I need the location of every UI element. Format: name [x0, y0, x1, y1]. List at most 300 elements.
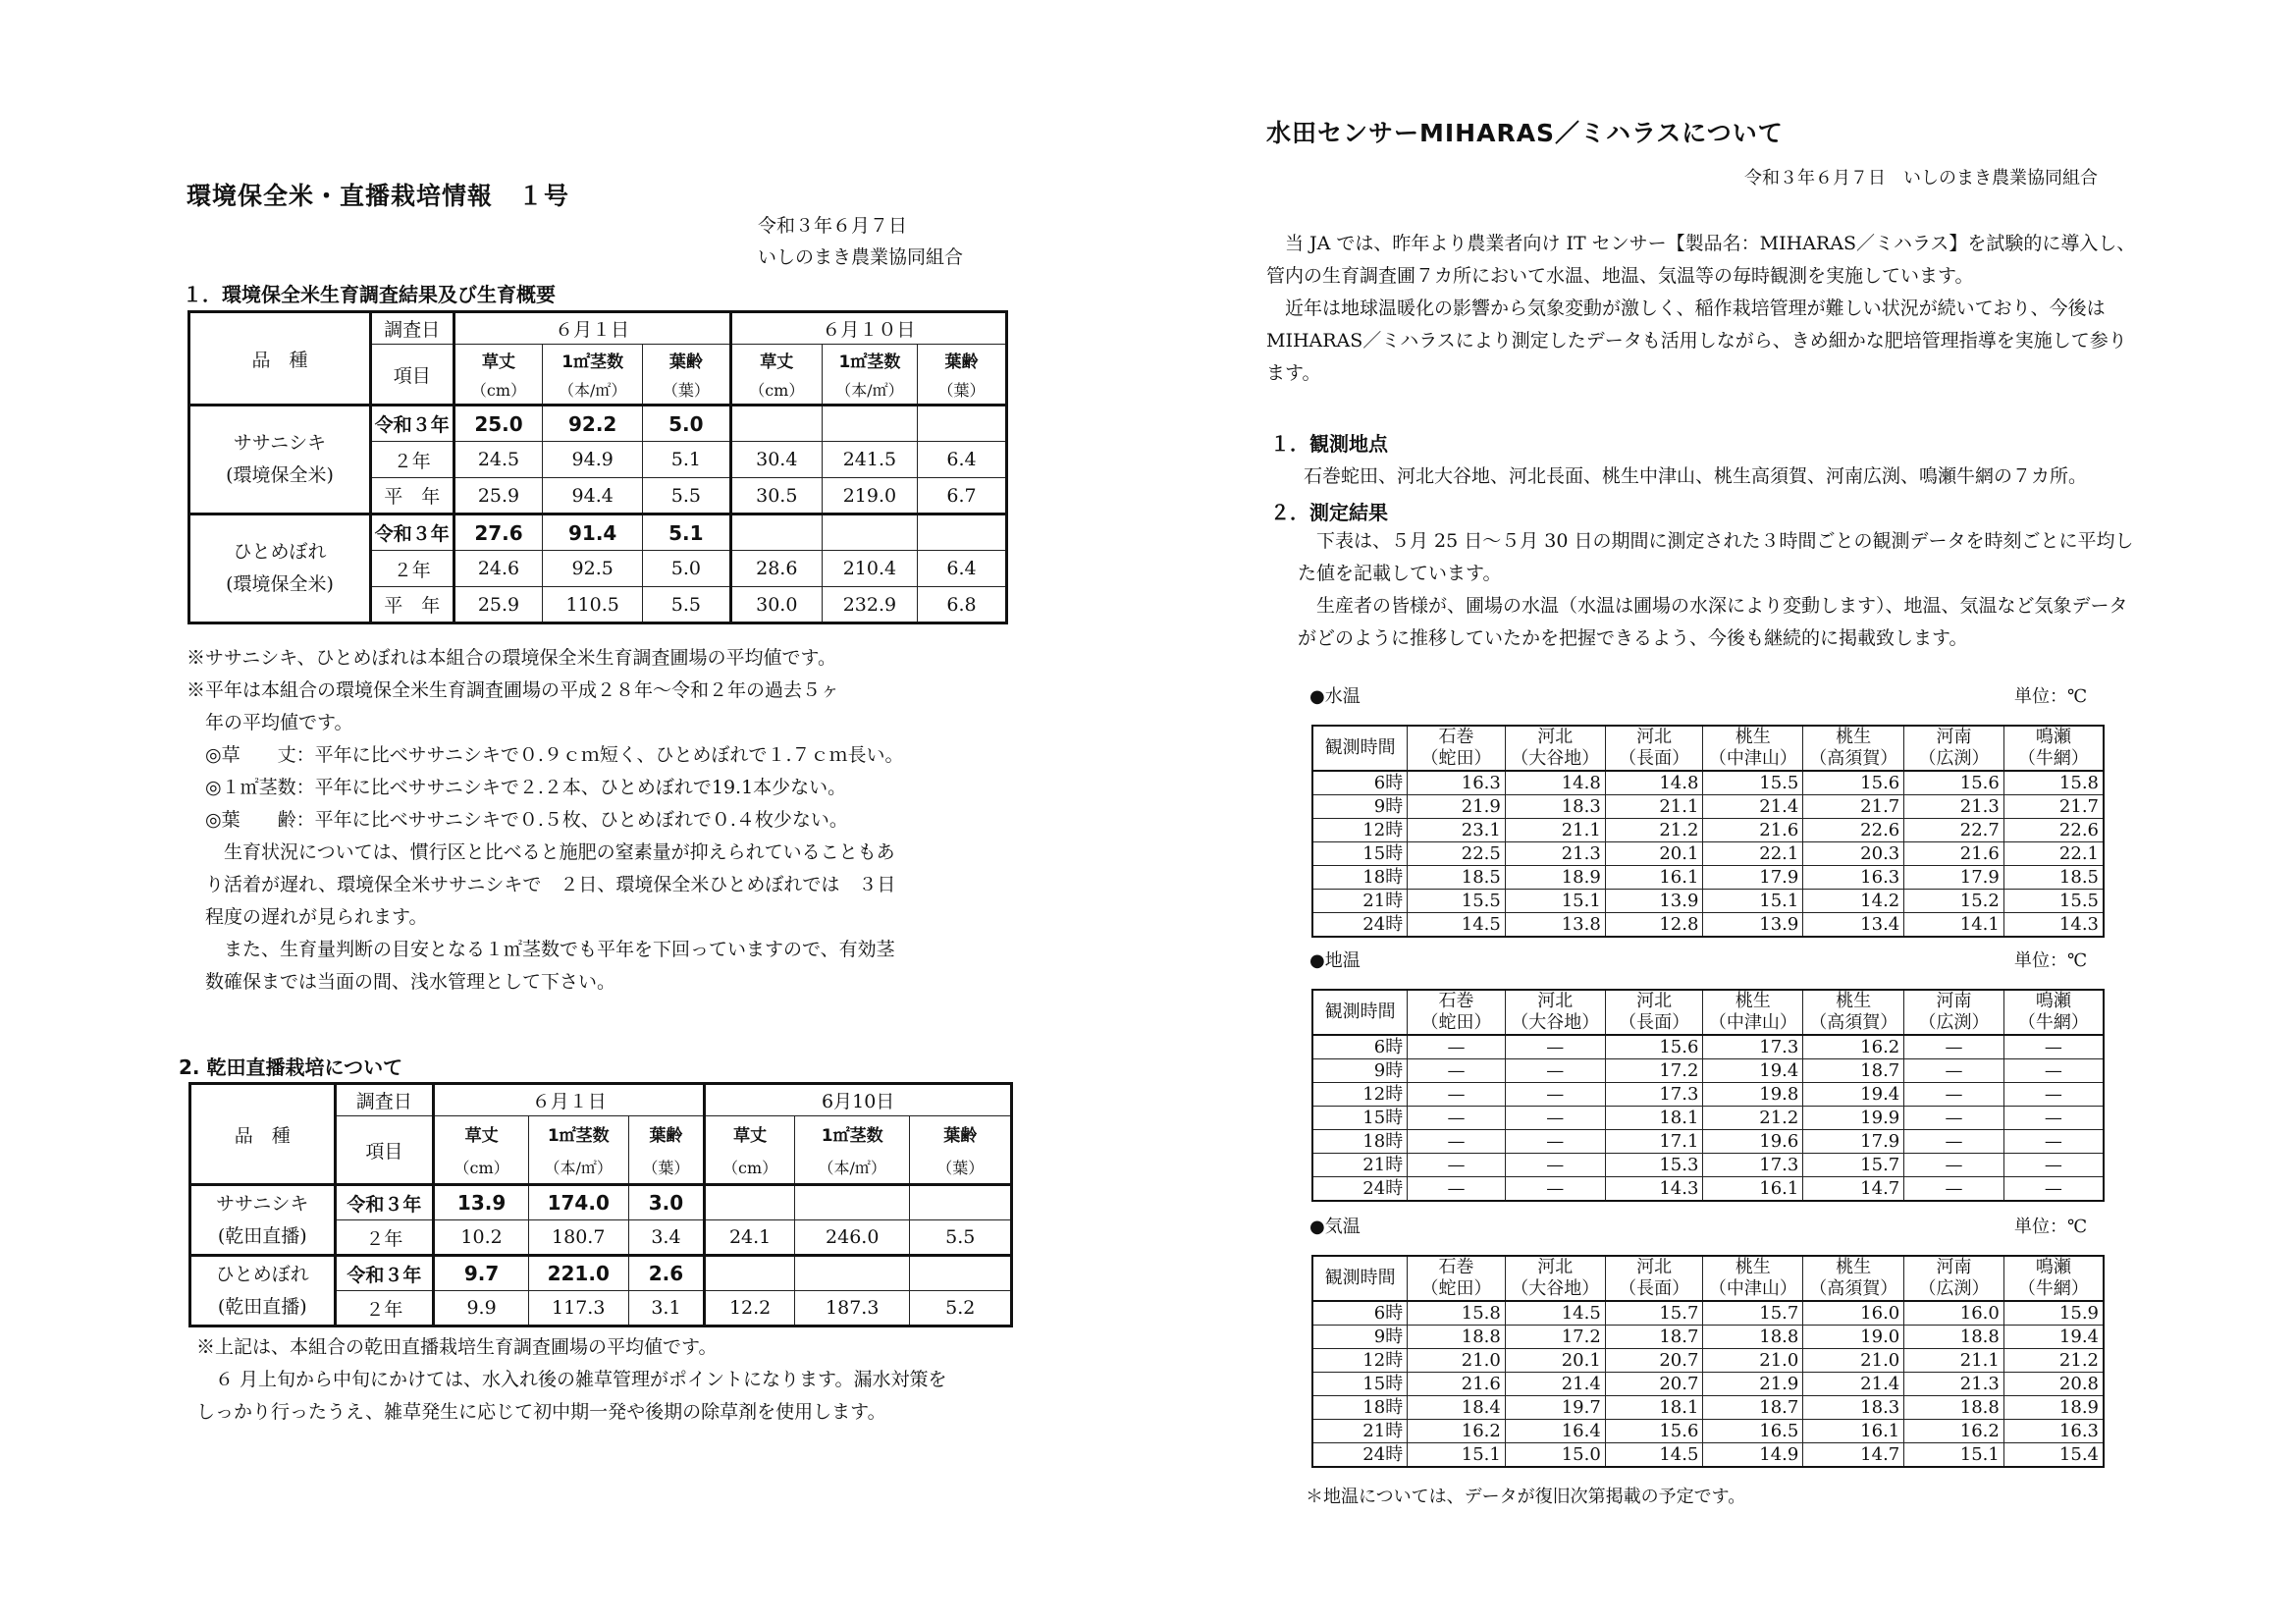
col-soujou: 草丈 — [434, 1116, 529, 1151]
variety-name — [190, 1185, 336, 1256]
value-cell: 6.7 — [918, 478, 1007, 514]
obs-value: 19.7 — [1505, 1396, 1605, 1420]
obs-value: — — [1904, 1177, 2004, 1202]
site-sub: （高須賀） — [1809, 1012, 1898, 1033]
value-cell: 5.5 — [642, 587, 730, 623]
unit-cm: （cm） — [434, 1151, 529, 1185]
site-name: 桃生 — [1735, 1257, 1771, 1277]
obs-value: 15.1 — [1505, 890, 1605, 913]
site-name: 河南 — [1936, 1257, 1972, 1277]
obs-value: 19.4 — [2003, 1326, 2104, 1349]
time-cell: 9時 — [1312, 1059, 1408, 1083]
time-cell: 9時 — [1312, 1326, 1408, 1349]
unit-hon: （本/㎡） — [822, 376, 917, 406]
obs-value: 14.1 — [1904, 913, 2004, 938]
site-sub: （中津山） — [1708, 748, 1797, 769]
date2-header: ６月１０日 — [730, 312, 1006, 345]
time-cell: 6時 — [1312, 1301, 1408, 1326]
value-cell — [918, 514, 1007, 551]
obs-value: 18.3 — [1505, 795, 1605, 819]
intro-line: 近年は地球温暖化の影響から気象変動が激しく、稲作栽培管理が難しい状況が続いており、今後は — [1266, 298, 2106, 319]
value-cell — [794, 1256, 910, 1291]
obs-value: 18.7 — [1803, 1059, 1904, 1083]
obs-value: — — [1408, 1107, 1506, 1130]
site-header — [2003, 1256, 2104, 1301]
obs-value: 21.3 — [1904, 795, 2004, 819]
col-soujou: 草丈 — [730, 345, 822, 376]
site-header — [1904, 990, 2004, 1035]
value-cell — [705, 1185, 795, 1220]
value-cell: 25.0 — [454, 406, 543, 442]
obs-value: 21.2 — [1703, 1107, 1803, 1130]
site-sub: （中津山） — [1708, 1278, 1797, 1299]
note-line: 生育状況については、慣行区と比べると施肥の窒素量が抑えられていることもあ — [187, 841, 895, 863]
site-header — [1605, 1256, 1703, 1301]
note-line: ※平年は本組合の環境保全米生育調査圃場の平成２８年～令和２年の過去５ヶ — [187, 679, 840, 701]
obs-value: 16.2 — [1904, 1420, 2004, 1443]
value-cell: 232.9 — [822, 587, 917, 623]
value-cell: 5.2 — [910, 1291, 1012, 1326]
obs-unit: 単位：℃ — [2014, 950, 2088, 971]
note-line: ◎葉 齢：平年に比べササニシキで０.５枚、ひとめぼれで０.４枚少ない。 — [187, 809, 848, 831]
site-sub: （広渕） — [1918, 1278, 1990, 1299]
obs-value: 20.1 — [1605, 842, 1703, 866]
site-header — [1703, 1256, 1803, 1301]
value-cell: 246.0 — [794, 1220, 910, 1256]
site-name: 石巻 — [1438, 991, 1474, 1011]
obs-value: — — [2003, 1059, 2104, 1083]
site-sub: （広渕） — [1918, 748, 1990, 769]
obs-value: 22.6 — [1803, 819, 1904, 842]
col-yourei: 葉齢 — [910, 1116, 1012, 1151]
date2-header: 6月10日 — [705, 1084, 1012, 1116]
value-cell: 180.7 — [528, 1220, 628, 1256]
value-cell: 28.6 — [730, 551, 822, 587]
value-cell: 5.5 — [910, 1220, 1012, 1256]
obs-value: — — [1408, 1154, 1506, 1177]
obs-value: 15.7 — [1605, 1301, 1703, 1326]
obs-value: — — [1904, 1154, 2004, 1177]
time-cell: 21時 — [1312, 1420, 1408, 1443]
value-cell — [910, 1256, 1012, 1291]
value-cell — [730, 514, 822, 551]
obs-unit: 単位：℃ — [2014, 1217, 2088, 1237]
obs-value: 18.3 — [1803, 1396, 1904, 1420]
obs-value: 19.8 — [1703, 1083, 1803, 1107]
obs-value: 21.4 — [1505, 1373, 1605, 1396]
obs-value: 18.5 — [1408, 866, 1506, 890]
obs-value: 13.9 — [1605, 890, 1703, 913]
site-sub: （広渕） — [1918, 1012, 1990, 1033]
value-cell: 24.6 — [454, 551, 543, 587]
unit-hon: （本/㎡） — [794, 1151, 910, 1185]
site-name: 河南 — [1936, 727, 1972, 747]
result-line: がどのように推移していたかを把握できるよう、今後も継続的に掲載致します。 — [1298, 627, 1968, 649]
site-name: 桃生 — [1836, 727, 1872, 747]
obs-table — [1311, 725, 2105, 938]
site-name: 河北 — [1636, 727, 1673, 747]
time-cell: 12時 — [1312, 1083, 1408, 1107]
left-title: 環境保全米・直播栽培情報 １号 — [187, 182, 570, 210]
value-cell: 13.9 — [434, 1185, 529, 1220]
year-cell: 平 年 — [370, 587, 454, 623]
obs-value: — — [1904, 1035, 2004, 1059]
obs-value: — — [2003, 1035, 2104, 1059]
site-header — [1605, 990, 1703, 1035]
points-text: 石巻蛇田、河北大谷地、河北長面、桃生中津山、桃生高須賀、河南広渕、鳴瀬牛網の７カ所。 — [1304, 465, 2088, 487]
obs-value: 15.1 — [1703, 890, 1803, 913]
obs-value: 22.1 — [2003, 842, 2104, 866]
obs-value: 21.9 — [1408, 795, 1506, 819]
value-cell: 221.0 — [528, 1256, 628, 1291]
site-sub: （大谷地） — [1511, 1012, 1600, 1033]
site-name: 河北 — [1537, 727, 1574, 747]
obs-value: 18.8 — [1904, 1326, 2004, 1349]
value-cell: 6.4 — [918, 442, 1007, 478]
note-line: 程度の遅れが見られます。 — [187, 906, 428, 928]
obs-value: 14.9 — [1703, 1443, 1803, 1468]
value-cell — [730, 406, 822, 442]
obs-value: 21.0 — [1408, 1349, 1506, 1373]
note-line: ※上記は、本組合の乾田直播栽培生育調査圃場の平均値です。 — [196, 1336, 718, 1358]
site-name: 河北 — [1636, 991, 1673, 1011]
obs-value: 16.3 — [2003, 1420, 2104, 1443]
obs-value: — — [1904, 1083, 2004, 1107]
obs-value: 12.8 — [1605, 913, 1703, 938]
time-header: 観測時間 — [1312, 726, 1408, 771]
obs-value: 17.3 — [1605, 1083, 1703, 1107]
col-keisu: 1㎡茎数 — [794, 1116, 910, 1151]
variety-name — [189, 514, 371, 623]
value-cell: 219.0 — [822, 478, 917, 514]
value-cell: 5.1 — [642, 514, 730, 551]
col-soujou: 草丈 — [705, 1116, 795, 1151]
obs-value: — — [1505, 1177, 1605, 1202]
obs-value: 15.5 — [1703, 771, 1803, 795]
variety-sub: (乾田直播) — [217, 1295, 307, 1318]
time-cell: 15時 — [1312, 842, 1408, 866]
obs-value: 19.4 — [1803, 1083, 1904, 1107]
obs-value: — — [2003, 1130, 2104, 1154]
site-sub: （牛網） — [2017, 748, 2089, 769]
note-line: 数確保までは当面の間、浅水管理として下さい。 — [187, 971, 616, 993]
obs-value: — — [2003, 1154, 2104, 1177]
value-cell: 241.5 — [822, 442, 917, 478]
obs-value: 14.3 — [2003, 913, 2104, 938]
value-cell: 94.4 — [543, 478, 642, 514]
obs-value: 22.1 — [1703, 842, 1803, 866]
site-sub: （牛網） — [2017, 1012, 2089, 1033]
obs-value: — — [1505, 1130, 1605, 1154]
col-yourei: 葉齢 — [628, 1116, 705, 1151]
obs-value: 15.8 — [2003, 771, 2104, 795]
obs-value: 21.7 — [1803, 795, 1904, 819]
site-header — [1505, 726, 1605, 771]
site-sub: （大谷地） — [1511, 748, 1600, 769]
value-cell: 24.5 — [454, 442, 543, 478]
site-header — [1408, 1256, 1506, 1301]
obs-table-title: ●水温 — [1309, 686, 1361, 707]
obs-value: 23.1 — [1408, 819, 1506, 842]
obs-value: 18.8 — [1703, 1326, 1803, 1349]
section1-notes — [187, 642, 1031, 999]
obs-value: 21.6 — [1904, 842, 2004, 866]
time-header: 観測時間 — [1312, 1256, 1408, 1301]
year-cell: ２年 — [335, 1291, 434, 1326]
site-sub: （長面） — [1619, 748, 1690, 769]
intro-text — [1266, 228, 2189, 390]
obs-value: 15.6 — [1803, 771, 1904, 795]
variety-sub: (乾田直播) — [217, 1224, 307, 1247]
obs-value: 21.4 — [1803, 1373, 1904, 1396]
value-cell: 91.4 — [543, 514, 642, 551]
variety-sub: (環境保全米) — [226, 573, 334, 595]
value-cell: 30.5 — [730, 478, 822, 514]
value-cell: 94.9 — [543, 442, 642, 478]
direct-seeding-table — [188, 1082, 1013, 1327]
time-cell: 12時 — [1312, 819, 1408, 842]
obs-value: 18.8 — [1904, 1396, 2004, 1420]
time-cell: 6時 — [1312, 1035, 1408, 1059]
obs-unit: 単位：℃ — [2014, 686, 2088, 707]
value-cell: 5.1 — [642, 442, 730, 478]
site-header — [1605, 726, 1703, 771]
obs-value: 20.7 — [1605, 1349, 1703, 1373]
obs-value: 21.6 — [1408, 1373, 1506, 1396]
note-line: しっかり行ったうえ、雑草発生に応じて初中期一発や後期の除草剤を使用します。 — [196, 1401, 886, 1423]
value-cell: 110.5 — [543, 587, 642, 623]
obs-value: 20.1 — [1505, 1349, 1605, 1373]
obs-value: 18.5 — [2003, 866, 2104, 890]
note-line: ◎草 丈：平年に比べササニシキで０.９ｃｍ短く、ひとめぼれで１.７ｃｍ長い。 — [187, 744, 904, 766]
obs-value: 18.7 — [1703, 1396, 1803, 1420]
year-cell: 令和３年 — [335, 1185, 434, 1220]
year-cell: 令和３年 — [370, 406, 454, 442]
unit-hon: （本/㎡） — [528, 1151, 628, 1185]
obs-value: 15.5 — [2003, 890, 2104, 913]
year-cell: 令和３年 — [370, 514, 454, 551]
obs-value: 15.6 — [1904, 771, 2004, 795]
obs-value: 15.3 — [1605, 1154, 1703, 1177]
variety-label: ひとめぼれ — [233, 541, 327, 563]
obs-value: 21.7 — [2003, 795, 2104, 819]
site-sub: （長面） — [1619, 1278, 1690, 1299]
obs-value: — — [2003, 1083, 2104, 1107]
value-cell: 6.8 — [918, 587, 1007, 623]
site-name: 桃生 — [1735, 727, 1771, 747]
site-name: 桃生 — [1836, 991, 1872, 1011]
date1-header: ６月１日 — [434, 1084, 705, 1116]
value-cell — [822, 406, 917, 442]
obs-value: 15.6 — [1605, 1420, 1703, 1443]
obs-value: — — [1904, 1059, 2004, 1083]
value-cell: 174.0 — [528, 1185, 628, 1220]
obs-value: 15.4 — [2003, 1443, 2104, 1468]
obs-value: 14.2 — [1803, 890, 1904, 913]
site-sub: （長面） — [1619, 1012, 1690, 1033]
unit-ha: （葉） — [918, 376, 1007, 406]
unit-ha: （葉） — [910, 1151, 1012, 1185]
koumoku-header: 項目 — [335, 1116, 434, 1185]
variety-sub: (環境保全米) — [226, 464, 334, 486]
obs-value: 15.9 — [2003, 1301, 2104, 1326]
value-cell: 3.1 — [628, 1291, 705, 1326]
obs-value: 17.2 — [1605, 1059, 1703, 1083]
site-name: 鳴瀬 — [2035, 727, 2071, 747]
obs-value: — — [1505, 1059, 1605, 1083]
variety-label: ササニシキ — [216, 1192, 309, 1215]
obs-value: 15.7 — [1803, 1154, 1904, 1177]
obs-table — [1311, 989, 2105, 1202]
obs-value: — — [1408, 1177, 1506, 1202]
value-cell — [910, 1185, 1012, 1220]
obs-value: 17.2 — [1505, 1326, 1605, 1349]
site-sub: （蛇田） — [1420, 1012, 1492, 1033]
obs-value: 21.9 — [1703, 1373, 1803, 1396]
obs-value: 15.2 — [1904, 890, 2004, 913]
value-cell: 25.9 — [454, 478, 543, 514]
obs-value: 22.6 — [2003, 819, 2104, 842]
site-header — [1803, 726, 1904, 771]
site-name: 石巻 — [1438, 727, 1474, 747]
obs-value: 15.1 — [1408, 1443, 1506, 1468]
obs-value: 17.9 — [1703, 866, 1803, 890]
obs-value: — — [1505, 1154, 1605, 1177]
time-cell: 21時 — [1312, 890, 1408, 913]
obs-value: — — [1408, 1130, 1506, 1154]
value-cell — [822, 514, 917, 551]
obs-value: 13.4 — [1803, 913, 1904, 938]
year-cell: 平 年 — [370, 478, 454, 514]
obs-value: 20.7 — [1605, 1373, 1703, 1396]
right-date-org: 令和３年６月７日 いしのまき農業協同組合 — [1744, 168, 2098, 189]
value-cell: 5.0 — [642, 406, 730, 442]
obs-value: — — [1505, 1107, 1605, 1130]
obs-value: 16.1 — [1703, 1177, 1803, 1202]
obs-value: 17.3 — [1703, 1035, 1803, 1059]
site-header — [1703, 726, 1803, 771]
obs-value: 21.1 — [1505, 819, 1605, 842]
obs-value: 14.3 — [1605, 1177, 1703, 1202]
obs-value: 15.7 — [1703, 1301, 1803, 1326]
site-header — [1803, 1256, 1904, 1301]
year-cell: ２年 — [335, 1220, 434, 1256]
year-cell: 令和３年 — [335, 1256, 434, 1291]
value-cell: 92.5 — [543, 551, 642, 587]
obs-value: 21.0 — [1703, 1349, 1803, 1373]
obs-value: 16.2 — [1803, 1035, 1904, 1059]
intro-line: 当 JA では、昨年より農業者向け IT センサー【製品名：MIHARAS／ミハラス】を試験的に導入し、 — [1266, 233, 2136, 254]
obs-value: 16.2 — [1408, 1420, 1506, 1443]
value-cell: 117.3 — [528, 1291, 628, 1326]
site-header — [1408, 990, 1506, 1035]
time-cell: 18時 — [1312, 1396, 1408, 1420]
value-cell: 3.4 — [628, 1220, 705, 1256]
obs-value: 18.1 — [1605, 1396, 1703, 1420]
value-cell: 5.5 — [642, 478, 730, 514]
site-header — [2003, 990, 2104, 1035]
unit-ha: （葉） — [642, 376, 730, 406]
obs-table-title: ●地温 — [1309, 950, 1361, 971]
results-heading: ２．測定結果 — [1270, 501, 1388, 524]
obs-value: — — [1505, 1035, 1605, 1059]
site-sub: （大谷地） — [1511, 1278, 1600, 1299]
unit-hon: （本/㎡） — [543, 376, 642, 406]
year-cell: ２年 — [370, 442, 454, 478]
unit-cm: （cm） — [705, 1151, 795, 1185]
time-cell: 18時 — [1312, 866, 1408, 890]
growth-survey-table — [187, 310, 1008, 624]
left-date: 令和３年６月７日 — [758, 215, 908, 237]
site-header — [1904, 726, 2004, 771]
obs-value: 17.1 — [1605, 1130, 1703, 1154]
obs-value: — — [1904, 1107, 2004, 1130]
chosabi-header: 調査日 — [370, 312, 454, 345]
left-org: いしのまき農業協同組合 — [758, 246, 964, 268]
result-line: た値を記載しています。 — [1298, 563, 1502, 584]
value-cell — [794, 1185, 910, 1220]
obs-value: 21.6 — [1703, 819, 1803, 842]
obs-value: 16.0 — [1904, 1301, 2004, 1326]
obs-value: 17.3 — [1703, 1154, 1803, 1177]
site-header — [1904, 1256, 2004, 1301]
site-name: 桃生 — [1735, 991, 1771, 1011]
obs-value: 18.9 — [2003, 1396, 2104, 1420]
variety-label: ひとめぼれ — [215, 1263, 309, 1285]
obs-value: — — [1408, 1083, 1506, 1107]
obs-value: 14.7 — [1803, 1177, 1904, 1202]
obs-value: 22.7 — [1904, 819, 2004, 842]
obs-value: 15.6 — [1605, 1035, 1703, 1059]
value-cell: 3.0 — [628, 1185, 705, 1220]
obs-value: 14.7 — [1803, 1443, 1904, 1468]
value-cell: 30.0 — [730, 587, 822, 623]
value-cell: 30.4 — [730, 442, 822, 478]
obs-value: 14.5 — [1505, 1301, 1605, 1326]
time-header: 観測時間 — [1312, 990, 1408, 1035]
time-cell: 21時 — [1312, 1154, 1408, 1177]
value-cell: 24.1 — [705, 1220, 795, 1256]
site-sub: （高須賀） — [1809, 748, 1898, 769]
results-text — [1298, 525, 2181, 655]
result-line: 下表は、５月 25 日～５月 30 日の期間に測定された３時間ごとの観測データを時刻ごとに平均し — [1298, 530, 2134, 552]
obs-value: 13.8 — [1505, 913, 1605, 938]
obs-value: 15.5 — [1408, 890, 1506, 913]
obs-value: 19.6 — [1703, 1130, 1803, 1154]
koumoku-header: 項目 — [370, 345, 454, 406]
section2-notes — [196, 1331, 1041, 1429]
intro-line: MIHARAS／ミハラスにより測定したデータも活用しながら、きめ細かな肥培管理指導を実施して参り — [1266, 330, 2127, 352]
obs-value: — — [2003, 1107, 2104, 1130]
date1-header: ６月１日 — [454, 312, 730, 345]
value-cell: 9.9 — [434, 1291, 529, 1326]
value-cell: 9.7 — [434, 1256, 529, 1291]
obs-value: 15.1 — [1904, 1443, 2004, 1468]
obs-value: 21.4 — [1703, 795, 1803, 819]
obs-value: 21.3 — [1904, 1373, 2004, 1396]
value-cell: 5.0 — [642, 551, 730, 587]
value-cell: 210.4 — [822, 551, 917, 587]
time-cell: 24時 — [1312, 913, 1408, 938]
obs-value: — — [1408, 1059, 1506, 1083]
note-line: ※ササニシキ、ひとめぼれは本組合の環境保全米生育調査圃場の平均値です。 — [187, 647, 836, 669]
value-cell: 187.3 — [794, 1291, 910, 1326]
obs-table-title: ●気温 — [1309, 1217, 1361, 1237]
obs-value: 18.1 — [1605, 1107, 1703, 1130]
footnote: ＊地温については、データが復旧次第掲載の予定です。 — [1306, 1487, 1746, 1507]
time-cell: 15時 — [1312, 1107, 1408, 1130]
obs-value: 22.5 — [1408, 842, 1506, 866]
